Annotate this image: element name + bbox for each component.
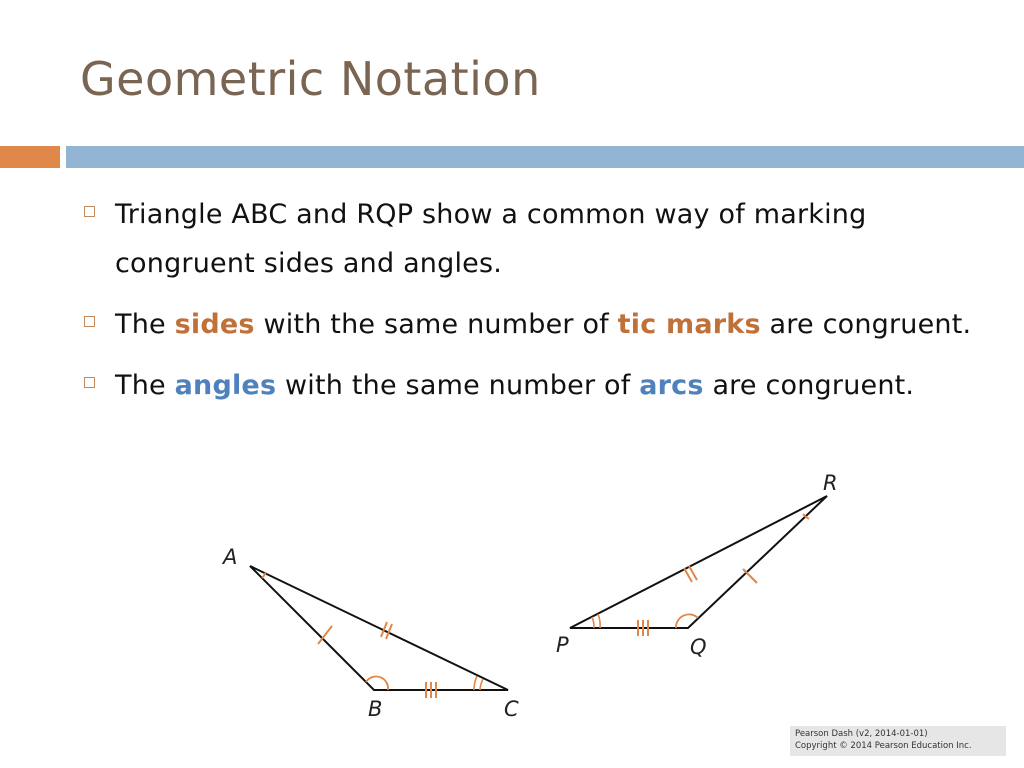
keyword-sides: sides xyxy=(174,309,255,340)
keyword-arcs: arcs xyxy=(639,370,704,401)
tic-mark-rq xyxy=(743,569,757,583)
vertex-label-r: R xyxy=(823,471,838,495)
keyword-angles: angles xyxy=(174,370,277,401)
bullet-text-part: are congruent. xyxy=(760,309,972,340)
angle-arc-b xyxy=(366,676,388,690)
credit-line-1: Pearson Dash (v2, 2014-01-01) xyxy=(795,729,928,739)
triangle-rqp-outline xyxy=(570,496,827,628)
vertex-label-b: B xyxy=(368,697,383,721)
slide-title: Geometric Notation xyxy=(80,52,541,106)
vertex-label-q: Q xyxy=(690,635,707,659)
triangle-abc-outline xyxy=(250,566,508,690)
bullet-text-plain: Triangle ABC and RQP show a common way of marking congruent sides and angles. xyxy=(115,199,867,279)
bullet-text-part: with the same number of xyxy=(254,309,618,340)
bullet-text-part: are congruent. xyxy=(703,370,915,401)
copyright-credit xyxy=(790,726,1006,756)
bullet-text-part: with the same number of xyxy=(276,370,640,401)
bullet-text-part: The xyxy=(115,309,175,340)
keyword-tic-marks: tic marks xyxy=(617,309,761,340)
angle-arc-c-2 xyxy=(480,679,483,690)
credit-line-2: Copyright © 2014 Pearson Education Inc. xyxy=(795,741,972,751)
angle-arc-p-1 xyxy=(592,617,594,628)
bullet-text-part: The xyxy=(115,370,175,401)
vertex-label-a: A xyxy=(223,545,238,569)
triangle-rqp xyxy=(570,496,827,636)
vertex-label-p: P xyxy=(556,633,569,657)
angle-arc-c-1 xyxy=(474,676,477,690)
angle-arc-p-2 xyxy=(598,614,600,628)
triangle-abc xyxy=(250,566,508,698)
vertex-label-c: C xyxy=(504,697,519,721)
